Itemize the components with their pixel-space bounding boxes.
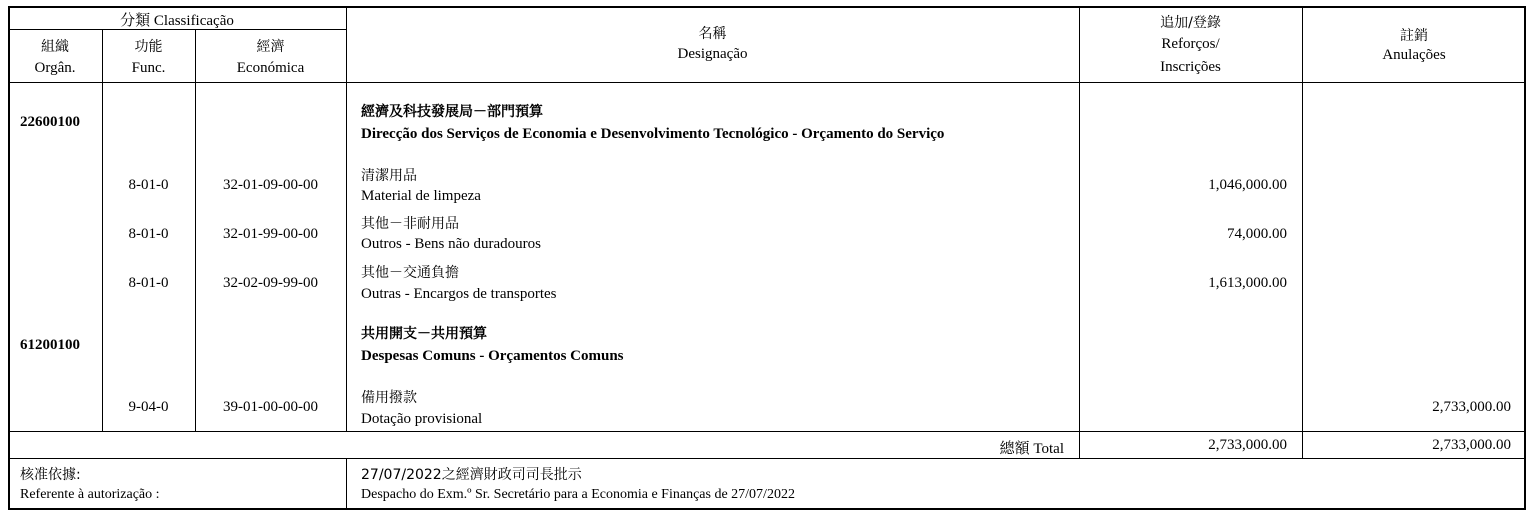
footer-despacho-pt: Despacho do Exm.º Sr. Secretário para a Economia e Finanças de 27/07/2022 — [361, 487, 795, 502]
header-classificacao: 分類 Classificação — [120, 13, 234, 29]
section-title-pt: Direcção dos Serviços de Economia e Desenvolvimento Tecnológico - Orçamento do Serviço — [361, 126, 945, 142]
item-econ: 39-01-00-00-00 — [223, 399, 318, 415]
section-title-zh: 共用開支－共用預算 — [361, 326, 487, 342]
item-econ: 32-01-99-00-00 — [223, 226, 318, 242]
section-organ-code: 22600100 — [20, 114, 80, 130]
header-anulacoes-pt: Anulações — [1382, 47, 1446, 63]
col-divider-econ — [346, 6, 347, 431]
total-top-line — [8, 431, 1526, 432]
item-name-pt: Outras - Encargos de transportes — [361, 286, 557, 302]
header-econ-zh: 經濟 — [256, 39, 285, 55]
item-func: 8-01-0 — [128, 275, 169, 291]
section-title-zh: 經濟及科技發展局－部門預算 — [361, 104, 543, 120]
header-anulacoes-zh: 註銷 — [1400, 28, 1428, 44]
item-econ: 32-01-09-00-00 — [223, 177, 318, 193]
total-reforcos: 2,733,000.00 — [1208, 437, 1287, 453]
item-anulacao: 2,733,000.00 — [1432, 399, 1511, 415]
item-name-pt: Dotação provisional — [361, 411, 483, 427]
col-divider-reforcos — [1302, 6, 1303, 459]
item-reforco: 74,000.00 — [1227, 226, 1287, 242]
header-func-zh: 功能 — [134, 39, 163, 55]
footer-ref-pt: Referente à autorização : — [20, 487, 160, 502]
header-organ-zh: 組織 — [41, 39, 69, 55]
item-func: 9-04-0 — [128, 399, 169, 415]
item-name-zh: 其他－交通負擔 — [361, 265, 459, 281]
item-name-zh: 備用撥款 — [361, 390, 417, 406]
total-anulacoes: 2,733,000.00 — [1432, 437, 1511, 453]
footer-divider — [346, 458, 347, 510]
section-title-pt: Despesas Comuns - Orçamentos Comuns — [361, 348, 624, 364]
header-reforcos-zh: 追加/登錄 — [1160, 15, 1221, 31]
item-name-pt: Outros - Bens não duradouros — [361, 236, 541, 252]
footer-ref-zh: 核准依據: — [20, 467, 81, 483]
item-reforco: 1,046,000.00 — [1208, 177, 1287, 193]
item-func: 8-01-0 — [128, 226, 169, 242]
item-name-zh: 其他－非耐用品 — [361, 216, 459, 232]
item-econ: 32-02-09-99-00 — [223, 275, 318, 291]
total-bottom-line — [8, 458, 1526, 459]
item-name-zh: 清潔用品 — [361, 168, 417, 184]
item-name-pt: Material de limpeza — [361, 188, 481, 204]
header-organ-pt: Orgân. — [34, 60, 76, 76]
section-organ-code: 61200100 — [20, 337, 80, 353]
header-reforcos-pt2: Inscrições — [1160, 59, 1221, 75]
item-func: 8-01-0 — [128, 177, 169, 193]
header-designacao-zh: 名稱 — [698, 26, 727, 42]
item-reforco: 1,613,000.00 — [1208, 275, 1287, 291]
header-func-pt: Func. — [131, 60, 166, 76]
header-bottom-line — [8, 82, 1526, 83]
total-label: 總額 Total — [999, 441, 1064, 457]
header-designacao-pt: Designação — [677, 46, 748, 62]
footer-despacho-zh: 27/07/2022之經濟財政司司長批示 — [361, 467, 582, 483]
header-econ-pt: Económica — [236, 60, 305, 76]
header-reforcos-pt1: Reforços/ — [1161, 36, 1220, 52]
